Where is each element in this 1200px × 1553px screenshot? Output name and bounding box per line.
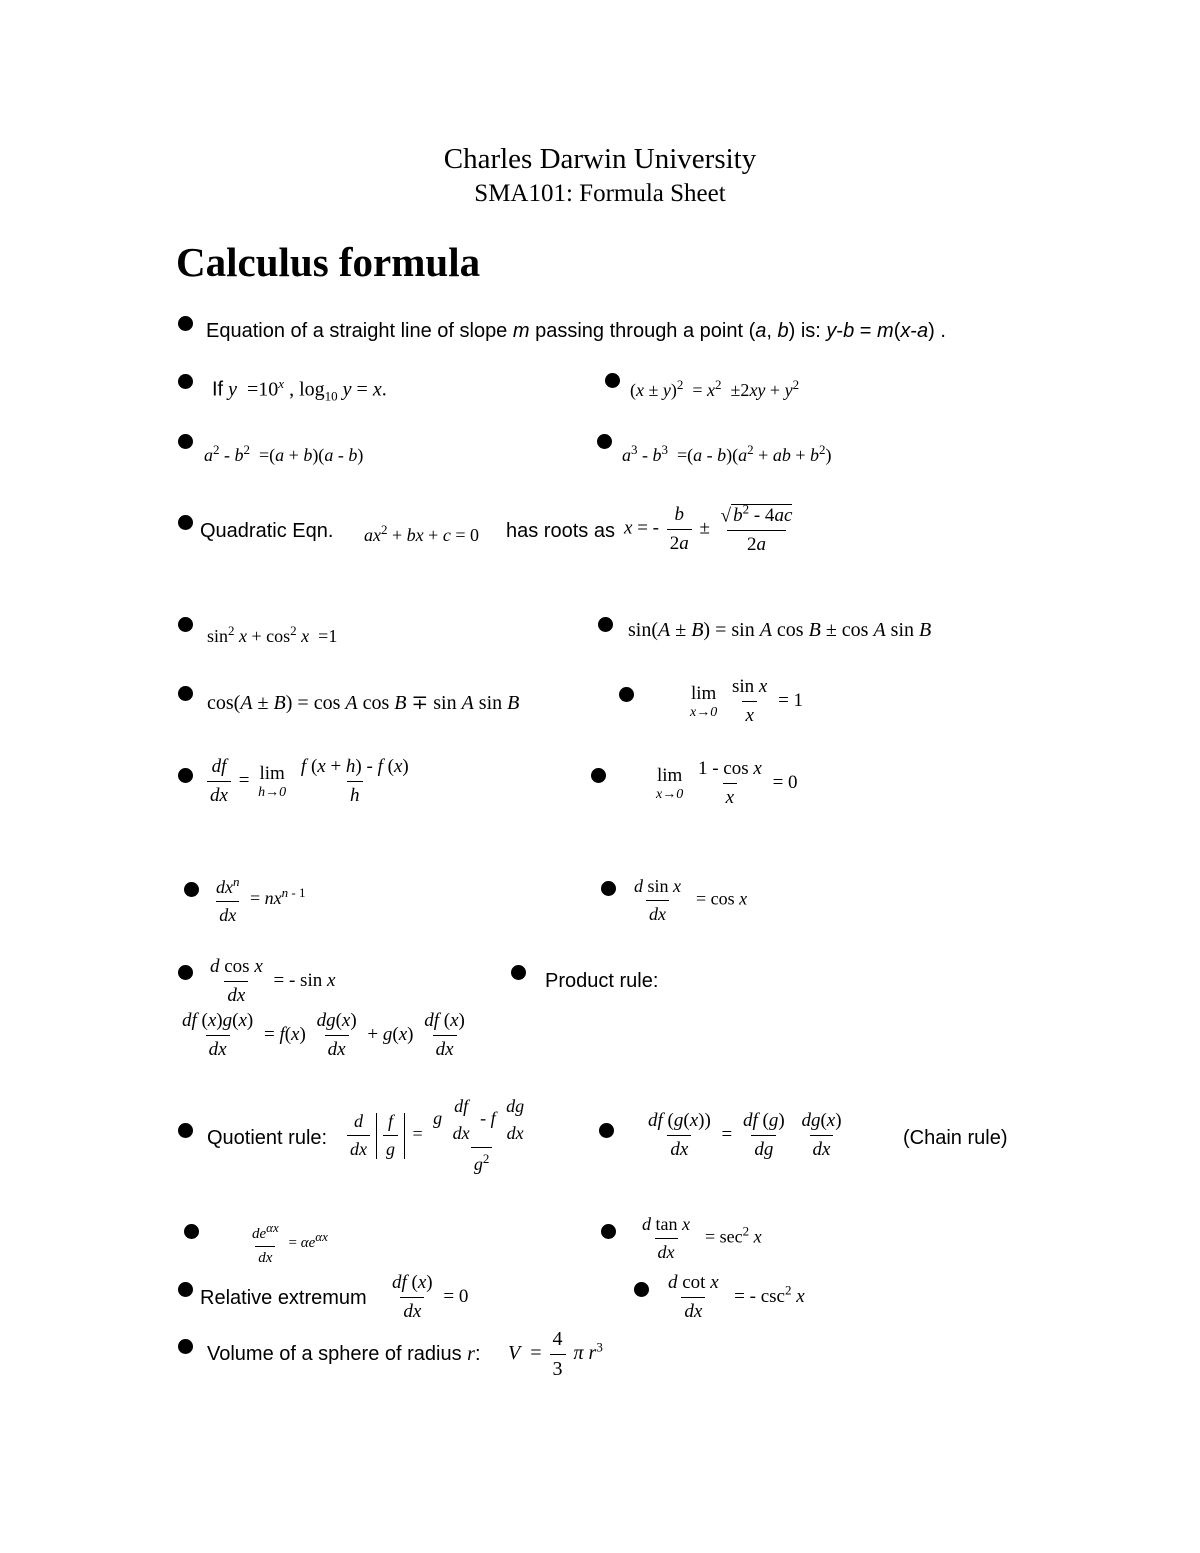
formula-derivative-cos: $\frac{\text{d cos x}}{dx}$ = - sin x xyxy=(210,956,336,1006)
formula-quadratic-roots: x = - $\frac{b}{2a}$ ± $\frac{√ b^2 - 4ac}{2a}$ xyxy=(624,502,793,556)
bullet-icon xyxy=(178,1123,193,1138)
relative-extremum-label: Relative extremum xyxy=(200,1287,367,1309)
formula-chain-rule: $\frac{df (g(x))}{dx}$ = $\frac{df (g)}{dg}$ $\frac{dg(x)}{dx}$ xyxy=(648,1110,842,1160)
quadratic-label: Quadratic Eqn. xyxy=(200,520,334,542)
formula-power-rule: $\frac{dx^n}{dx}$ = $nx^{n - 1}$ xyxy=(216,874,306,925)
bullet-icon xyxy=(184,882,199,897)
sphere-label: Volume of a sphere of radius r: xyxy=(207,1343,481,1365)
bullet-icon xyxy=(605,373,620,388)
bullet-icon xyxy=(619,687,634,702)
bullet-icon xyxy=(178,1339,193,1354)
bullet-icon xyxy=(184,1224,199,1239)
formula-product-rule: $\frac{df (x)g(x)}{dx}$ = f(x) $\frac{dg(x)}{dx}$ + g(x) $\frac{df (x)}{dx}$ xyxy=(182,1010,465,1060)
formula-quadratic: $ax^2$ + bx + c = 0 xyxy=(364,522,479,545)
bullet-icon xyxy=(598,617,613,632)
bullet-icon xyxy=(178,686,193,701)
formula-derivative-sin: $\frac{\text{d sin x}}{dx}$ = cos x xyxy=(634,876,748,924)
formula-derivative-cot: $\frac{\text{d cot x}}{dx}$ = - $\csc^2 x$ xyxy=(668,1272,805,1322)
formula-log: If $y =10^x$ , $\log_{10} y = x$. xyxy=(212,376,387,404)
formula-sine-sum: sin(A ± B) = sin A cos B ± cos A sin B xyxy=(628,619,932,641)
bullet-icon xyxy=(591,768,606,783)
formula-derivative-tan: $\frac{\text{d tan x}}{dx}$ = $\sec^2 x$ xyxy=(642,1214,762,1262)
bullet-icon xyxy=(178,768,193,783)
formula-difference-cubes: $a^3 - b^3 =(a - b)(a^2$ + ab + $b^2$) xyxy=(622,442,832,465)
has-roots-label: has roots as xyxy=(506,520,615,542)
formula-lim-sinx: lim x→0 $\frac{\text{sin x}}{x}$ = 1 xyxy=(690,676,804,726)
formula-pythagorean-identity: $\sin^2 x + \cos^2 x =1$ xyxy=(207,623,338,646)
bullet-icon xyxy=(178,374,193,389)
bullet-icon xyxy=(599,1123,614,1138)
formula-binomial-square: $(x \pm y)^2 = x^2 \pm 2xy + y^2$ xyxy=(630,377,800,400)
line-eq-is: is: xyxy=(800,320,821,342)
formula-lim-cosx: lim x→0 $\frac{\text{1 - cos x}}{x}$ = 0 xyxy=(656,758,798,808)
bullet-icon xyxy=(634,1282,649,1297)
section-heading: Calculus formula xyxy=(176,239,481,285)
page-title: Charles Darwin University xyxy=(443,143,757,175)
page-subtitle: SMA101: Formula Sheet xyxy=(474,180,726,207)
bullet-icon xyxy=(597,434,612,449)
quotient-rule-label: Quotient rule: xyxy=(207,1127,328,1149)
bullet-icon xyxy=(178,1282,193,1297)
bullet-icon xyxy=(178,316,193,331)
sphere-label-text: Volume of a sphere of radius xyxy=(207,1343,462,1365)
bullet-icon xyxy=(178,617,193,632)
bullet-icon xyxy=(601,881,616,896)
line-eq-prefix: Equation of a straight line of slope xyxy=(206,320,508,342)
product-rule-label: Product rule: xyxy=(545,970,659,992)
formula-straight-line: Equation of a straight line of slope m passing through a point (a, b) is: y-b = m(x-a) . xyxy=(206,320,946,342)
formula-derivative-definition: $\frac{df}{dx}$ = lim h→0 $\frac{f (x + h) - f (x)}{h}$ xyxy=(204,756,415,807)
bullet-icon xyxy=(178,434,193,449)
bullet-icon xyxy=(601,1224,616,1239)
formula-cosine-sum: cos(A ± B) = cos A cos B ∓ sin A sin B xyxy=(207,692,520,714)
bullet-icon xyxy=(178,965,193,980)
line-eq-mid: passing through a point xyxy=(535,320,744,342)
bullet-icon xyxy=(511,965,526,980)
formula-quotient-rule: $\frac{d}{dx}$ $\frac{f}{g}$ = g df dx - f dg dx $g^2$ xyxy=(344,1096,536,1175)
formula-difference-squares: $a^2 - b^2 =(a + b)(a - b)$ xyxy=(204,442,364,465)
formula-relative-extremum: $\frac{df (x)}{dx}$ = 0 xyxy=(392,1272,469,1322)
chain-rule-label: (Chain rule) xyxy=(903,1127,1008,1149)
formula-derivative-exp: $\frac{de^{\alpha x}}{dx}$ = $\alpha e^{\alpha x}$ xyxy=(252,1220,328,1266)
formula-sphere-volume: V = $\frac{4}{3}$ π $r^3$ xyxy=(508,1328,603,1380)
if-label: If xyxy=(212,378,224,401)
bullet-icon xyxy=(178,515,193,530)
